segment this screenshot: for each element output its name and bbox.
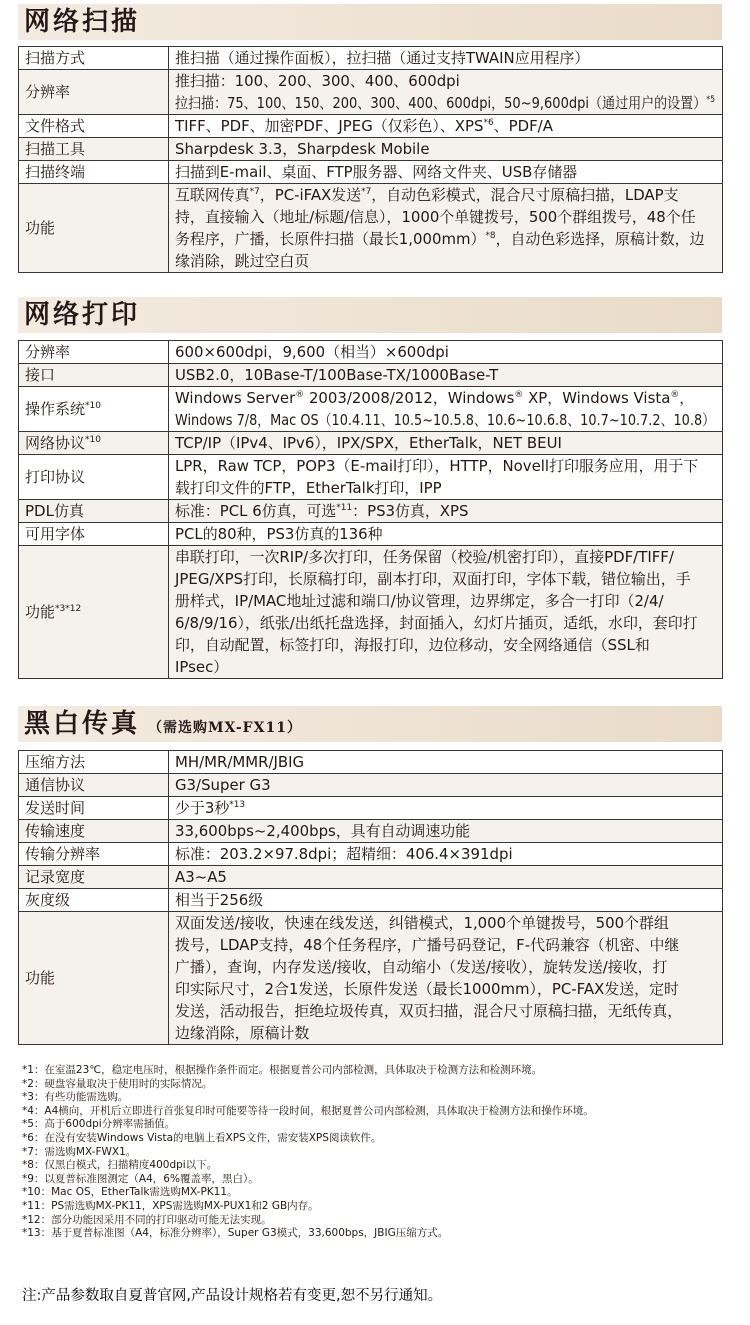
- spec-value-line: JPEG/XPS打印，长原稿打印，副本打印，双面打印，字体下载，错位输出，手: [175, 570, 691, 588]
- spec-row: [19, 797, 723, 820]
- print-spec-table: [18, 340, 723, 679]
- spec-label: 扫描终端: [19, 161, 169, 184]
- spec-value: [169, 115, 723, 138]
- spec-value-line: A3~A5: [175, 868, 227, 886]
- spec-row: [19, 387, 723, 432]
- spec-value-line: USB2.0，10Base-T/100Base-TX/1000Base-T: [175, 366, 499, 384]
- spec-row: [19, 341, 723, 364]
- spec-label: 文件格式: [19, 115, 169, 138]
- spec-row: [19, 138, 723, 161]
- spec-row: [19, 774, 723, 797]
- spec-row: [19, 546, 723, 679]
- spec-label: 分辨率: [19, 70, 169, 115]
- spec-value-line: 印，自动配置，标签打印，海报打印，边位移动，安全网络通信（SSL和: [175, 636, 650, 654]
- spec-value: [169, 889, 723, 912]
- spec-row: [19, 866, 723, 889]
- footnote-item: *4：A4横向，开机后立即进行首张复印时可能要等待一段时间，根据夏普公司内部检测，具体取决于检测方法和操作环境。: [22, 1104, 594, 1117]
- spec-row: [19, 70, 723, 115]
- footnote-item: *9：以夏普标准图测定（A4，6%覆盖率，黑白）。: [22, 1172, 259, 1185]
- spec-value-line: Windows 7/8，Mac OS（10.4.11、10.5~10.5.8、10.6~10.6.8、10.7~10.7.2、10.8）: [175, 411, 716, 429]
- print-title-text: 网络打印: [24, 300, 141, 330]
- footnote-item: *12：部分功能因采用不同的打印驱动可能无法实现。: [22, 1213, 272, 1226]
- spec-value-line: IPsec）: [175, 658, 229, 676]
- spec-value-line: 务程序，广播，长原件扫描（最长1,000mm）$^{*8}$，自动色彩选择，原稿计数，边: [175, 230, 705, 248]
- spec-value: [169, 751, 723, 774]
- spec-row: [19, 161, 723, 184]
- spec-row: [19, 500, 723, 523]
- spec-value-line: TIFF、PDF、加密PDF、JPEG（仅彩色）、XPS$^{*6}$、PDF/A: [175, 117, 553, 135]
- spec-row: [19, 912, 723, 1045]
- footnotes: [22, 1064, 732, 1241]
- footnote-item: *6：在没有安装Windows Vista的电脑上看XPS文件，需安装XPS阅读软件。: [22, 1131, 382, 1144]
- fax-title-text: 黑白传真: [24, 709, 141, 739]
- spec-row: [19, 184, 723, 273]
- footnote-item: *11：PS需选购MX-PK11，XPS需选购MX-PUX1和2 GB内存。: [22, 1199, 319, 1212]
- spec-value: [169, 341, 723, 364]
- spec-value-line: 广播），查询，内存发送/接收，自动缩小（发送/接收），旋转发送/接收，打: [175, 958, 668, 976]
- spec-label: 扫描工具: [19, 138, 169, 161]
- spec-value: [169, 432, 723, 455]
- spec-label: 功能$^{*3*12}$: [19, 546, 169, 679]
- spec-value-line: Windows Server® 2003/2008/2012，Windows® XP，Windows Vista®，: [175, 389, 695, 407]
- spec-value: [169, 184, 723, 273]
- fax-subtitle: （需选购MX-FX11）: [148, 720, 302, 736]
- footnote-item: *7：需选购MX-FWX1。: [22, 1145, 137, 1158]
- spec-label: 传输分辨率: [19, 843, 169, 866]
- spec-value-line: 持，直接输入（地址/标题/信息），1000个单键拨号，500个群组拨号，48个任: [175, 208, 696, 226]
- spec-label: 通信协议: [19, 774, 169, 797]
- spec-value-line: 6/8/9/16），纸张/出纸托盘选择，封面插入，幻灯片插页，适纸，水印，套印打: [175, 614, 698, 632]
- spec-row: [19, 432, 723, 455]
- spec-label: 可用字体: [19, 523, 169, 546]
- spec-value-line: 双面发送/接收，快速在线发送，纠错模式，1,000个单键拨号，500个群组: [175, 914, 669, 932]
- footnote-item: *10：Mac OS，EtherTalk需选购MX-PK11。: [22, 1186, 238, 1199]
- fax-spec-table: [18, 750, 723, 1045]
- spec-label: 功能: [19, 912, 169, 1045]
- spec-value-line: 印实际尺寸，2合1发送，长原件发送（最长1000mm），PC-FAX发送，定时: [175, 980, 679, 998]
- spec-value-line: 拨号，LDAP支持，48个任务程序，广播号码登记，F-代码兼容（机密、中继: [175, 936, 680, 954]
- spec-row: [19, 820, 723, 843]
- spec-value-line: G3/Super G3: [175, 776, 271, 794]
- spec-row: [19, 523, 723, 546]
- spec-value-line: 发送，活动报告，拒绝垃圾传真，双页扫描，混合尺寸原稿扫描，无纸传真，: [175, 1002, 683, 1020]
- spec-value-line: 相当于256级: [175, 891, 264, 909]
- spec-label: 功能: [19, 184, 169, 273]
- section-title-print: [18, 297, 722, 333]
- spec-value: [169, 500, 723, 523]
- spec-value: [169, 455, 723, 500]
- spec-label: 发送时间: [19, 797, 169, 820]
- footnote-item: *2：硬盘容量取决于使用时的实际情况。: [22, 1077, 213, 1090]
- spec-value-line: 标准：203.2×97.8dpi；超精细：406.4×391dpi: [175, 845, 513, 863]
- spec-row: [19, 751, 723, 774]
- spec-value-line: 600×600dpi，9,600（相当）×600dpi: [175, 343, 449, 361]
- footnote-item: *5：高于600dpi分辨率需插值。: [22, 1118, 176, 1131]
- spec-value-line: LPR，Raw TCP，POP3（E-mail打印），HTTP，Novell打印服务应用，用于下: [175, 457, 699, 475]
- spec-value-line: PCL的80种，PS3仿真的136种: [175, 525, 383, 543]
- scan-spec-table: [18, 46, 723, 273]
- spec-value: [169, 161, 723, 184]
- spec-label: 记录宽度: [19, 866, 169, 889]
- spec-label: 灰度级: [19, 889, 169, 912]
- spec-value-line: 标准：PCL 6仿真，可选$^{*11}$：PS3仿真，XPS: [175, 502, 469, 520]
- spec-value: [169, 70, 723, 115]
- spec-value: [169, 843, 723, 866]
- footnote-item: *8：仅黑白模式，扫描精度400dpi以下。: [22, 1159, 218, 1172]
- spec-value-line: 推扫描：100、200、300、400、600dpi: [175, 72, 460, 90]
- spec-label: 传输速度: [19, 820, 169, 843]
- spec-value-line: 互联网传真$^{*7}$，PC-iFAX发送$^{*7}$，自动色彩模式，混合尺寸原稿扫描，LDAP支: [175, 186, 679, 204]
- spec-value: [169, 774, 723, 797]
- spec-value: [169, 820, 723, 843]
- spec-value-line: 册样式，IP/MAC地址过滤和端口/协议管理，边界绑定，多合一打印（2/4/: [175, 592, 664, 610]
- spec-value: [169, 47, 723, 70]
- spec-value-line: MH/MR/MMR/JBIG: [175, 753, 305, 771]
- footnote-item: *1：在室温23℃，稳定电压时，根据操作条件而定。根据夏普公司内部检测，具体取决于检测方法和检测环境。: [22, 1064, 543, 1076]
- spec-value-line: 载打印文件的FTP，EtherTalk打印，IPP: [175, 479, 442, 497]
- spec-value-line: 少于3秒$^{*13}$: [175, 799, 246, 817]
- spec-label: 分辨率: [19, 341, 169, 364]
- spec-value: [169, 364, 723, 387]
- spec-value-line: 缘消除，跳过空白页: [175, 252, 310, 270]
- spec-label: 打印协议: [19, 455, 169, 500]
- spec-value-line: 边缘消除，原稿计数: [175, 1024, 310, 1042]
- spec-value: [169, 138, 723, 161]
- spec-row: [19, 115, 723, 138]
- spec-label: 网络协议$^{*10}$: [19, 432, 169, 455]
- spec-value: [169, 866, 723, 889]
- spec-label: 压缩方法: [19, 751, 169, 774]
- spec-value-line: TCP/IP（IPv4、IPv6），IPX/SPX，EtherTalk，NET BEUI: [175, 434, 562, 452]
- spec-row: [19, 47, 723, 70]
- spec-value: [169, 387, 723, 432]
- spec-value-line: 扫描到E-mail、桌面、FTP服务器、网络文件夹、USB存储器: [175, 163, 578, 181]
- spec-value: [169, 797, 723, 820]
- spec-row: [19, 843, 723, 866]
- spec-row: [19, 455, 723, 500]
- spec-value-line: 33,600bps~2,400bps，具有自动调速功能: [175, 822, 471, 840]
- scan-title-text: 网络扫描: [24, 7, 141, 37]
- footnote-item: *3：有些功能需选购。: [22, 1091, 129, 1104]
- spec-value-line: Sharpdesk 3.3，Sharpdesk Mobile: [175, 140, 430, 158]
- footnote-item: *13：基于夏普标准图（A4，标准分辨率），Super G3模式，33,600bps，JBIG压缩方式。: [22, 1227, 449, 1240]
- spec-value: [169, 546, 723, 679]
- disclaimer-note: 注:产品参数取自夏普官网,产品设计规格若有变更,恕不另行通知。: [22, 1288, 443, 1304]
- section-title-scan: [18, 4, 722, 40]
- spec-label: 扫描方式: [19, 47, 169, 70]
- spec-value-line: 推扫描（通过操作面板），拉扫描（通过支持TWAIN应用程序）: [175, 49, 590, 67]
- spec-value-line: 拉扫描：75、100、150、200、300、400、600dpi，50~9,600dpi（通过用户的设置）$^{*5}$: [175, 94, 716, 112]
- spec-label: 接口: [19, 364, 169, 387]
- spec-row: [19, 364, 723, 387]
- spec-value: [169, 912, 723, 1045]
- spec-row: [19, 889, 723, 912]
- spec-label: PDL仿真: [19, 500, 169, 523]
- spec-label: 操作系统$^{*10}$: [19, 387, 169, 432]
- spec-value-line: 串联打印，一次RIP/多次打印，任务保留（校验/机密打印），直接PDF/TIFF/: [175, 548, 674, 566]
- section-title-fax: [18, 706, 722, 742]
- spec-value: [169, 523, 723, 546]
